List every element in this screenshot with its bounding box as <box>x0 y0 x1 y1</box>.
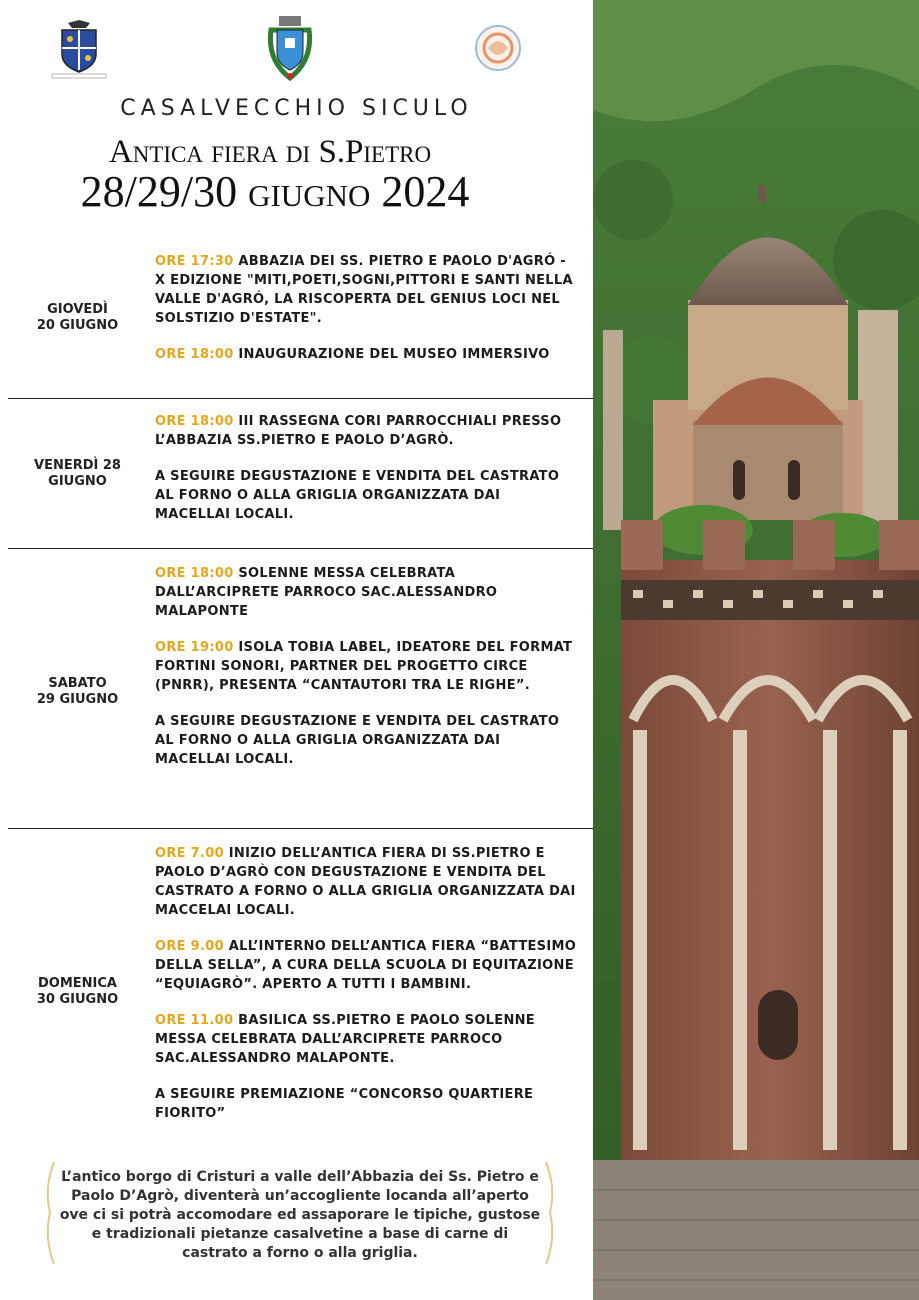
row-divider <box>8 828 593 829</box>
event-text: SOLENNE MESSA CELEBRATA DALL’ARCIPRETE PARROCO SAC.ALESSANDRO MALAPONTE <box>155 566 498 619</box>
day-label: VENERDÌ 28 GIUGNO <box>34 458 121 489</box>
row-divider <box>8 398 593 399</box>
archdiocese-crest-logo <box>50 20 108 80</box>
event-text: ISOLA TOBIA LABEL, IDEATORE DEL FORMAT FORTINI SONORI, PARTNER DEL PROGETTO CIRCE (PNRR), PRESENTA “CANTAUTORI TRA LE RIGHE”. <box>155 640 573 693</box>
event-text: BASILICA SS.PIETRO E PAOLO SOLENNE MESSA CELEBRATA DALL’ARCIPRETE PARROCO SAC.ALESSANDRO MALAPONTE. <box>155 1013 535 1066</box>
event-text: III RASSEGNA CORI PARROCCHIALI PRESSO L’ABBAZIA SS.PIETRO E PAOLO D’AGRÒ. <box>155 414 562 448</box>
event-item <box>155 1011 580 1068</box>
logo-row <box>0 14 593 84</box>
event-list <box>155 412 580 541</box>
circular-emblem-logo <box>474 24 522 72</box>
footer-note <box>40 1158 560 1268</box>
event-text: ABBAZIA DEI SS. PIETRO E PAOLO D'AGRÓ - X EDIZIONE "MITI,POETI,SOGNI,PITTORI E SANTI NELLA VALLE D'AGRÓ, LA RISCOPERTA DEL GENIUS LOCI NEL SOLSTIZIO D'ESTATE". <box>155 254 573 326</box>
event-time: ORE 9.00 <box>155 939 224 954</box>
event-time: ORE 18:00 <box>155 414 234 429</box>
event-item <box>155 564 580 621</box>
abbey-photo <box>593 0 919 1300</box>
event-time: ORE 7.00 <box>155 846 224 861</box>
schedule-row-friday <box>0 412 593 548</box>
event-time: ORE 18:00 <box>155 347 234 362</box>
event-time: ORE 11.00 <box>155 1013 234 1028</box>
event-text: INAUGURAZIONE DEL MUSEO IMMERSIVO <box>233 347 550 362</box>
schedule-row-thursday <box>0 252 593 398</box>
event-dates: 28/29/30 giugno 2024 <box>80 167 470 216</box>
event-list <box>155 564 580 786</box>
day-label: DOMENICA 30 GIUGNO <box>36 976 119 1007</box>
abbey-tower-illustration <box>593 0 919 1300</box>
footer-text: L’antico borgo di Cristuri a valle dell’Abbazia dei Ss. Pietro e Paolo D’Agrò, diventerà un’accogliente locanda all’aperto ove ci si potrà accomodare ed assaporare le tipiche, gustose e tradizionali pietanze casalvetine a base di carne di castrato a forno o alla griglia. <box>59 1169 541 1261</box>
event-time: ORE 18:00 <box>155 566 234 581</box>
event-list <box>155 844 580 1140</box>
town-name: CASALVECCHIO SICULO <box>120 96 473 121</box>
event-time: ORE 19:00 <box>155 640 234 655</box>
event-item <box>155 1085 580 1123</box>
municipal-crest-logo <box>265 16 315 82</box>
event-item <box>155 638 580 695</box>
event-item <box>155 345 580 364</box>
event-item <box>155 252 580 328</box>
event-text: A SEGUIRE DEGUSTAZIONE E VENDITA DEL CASTRATO AL FORNO O ALLA GRIGLIA ORGANIZZATA DAI MACELLAI LOCALI. <box>155 469 560 522</box>
row-divider <box>8 548 593 549</box>
event-item <box>155 937 580 994</box>
event-time: ORE 17:30 <box>155 254 234 269</box>
day-label: SABATO 29 GIUGNO <box>36 676 119 707</box>
event-item <box>155 412 580 450</box>
schedule-row-sunday <box>0 844 593 1144</box>
event-text: A SEGUIRE PREMIAZIONE “CONCORSO QUARTIERE FIORITO” <box>155 1087 534 1121</box>
event-item <box>155 467 580 524</box>
event-text: INIZIO DELL’ANTICA FIERA DI SS.PIETRO E PAOLO D’AGRÒ CON DEGUSTAZIONE E VENDITA DEL CASTRATO A FORNO O ALLA GRIGLIA ORGANIZZATA DAI MACCELAI LOCALI. <box>155 846 576 918</box>
event-item <box>155 712 580 769</box>
event-item <box>155 844 580 920</box>
schedule-row-saturday <box>0 564 593 828</box>
event-list <box>155 252 580 381</box>
event-text: ALL’INTERNO DELL’ANTICA FIERA “BATTESIMO DELLA SELLA”, A CURA DELLA SCUOLA DI EQUITAZIONE “EQUIAGRÒ”. APERTO A TUTTI I BAMBINI. <box>155 939 577 992</box>
event-text: A SEGUIRE DEGUSTAZIONE E VENDITA DEL CASTRATO AL FORNO O ALLA GRIGLIA ORGANIZZATA DAI MACELLAI LOCALI. <box>155 714 560 767</box>
day-label: GIOVEDÌ 20 GIUGNO <box>36 302 119 333</box>
event-title: Antica fiera di S.Pietro <box>108 134 432 170</box>
